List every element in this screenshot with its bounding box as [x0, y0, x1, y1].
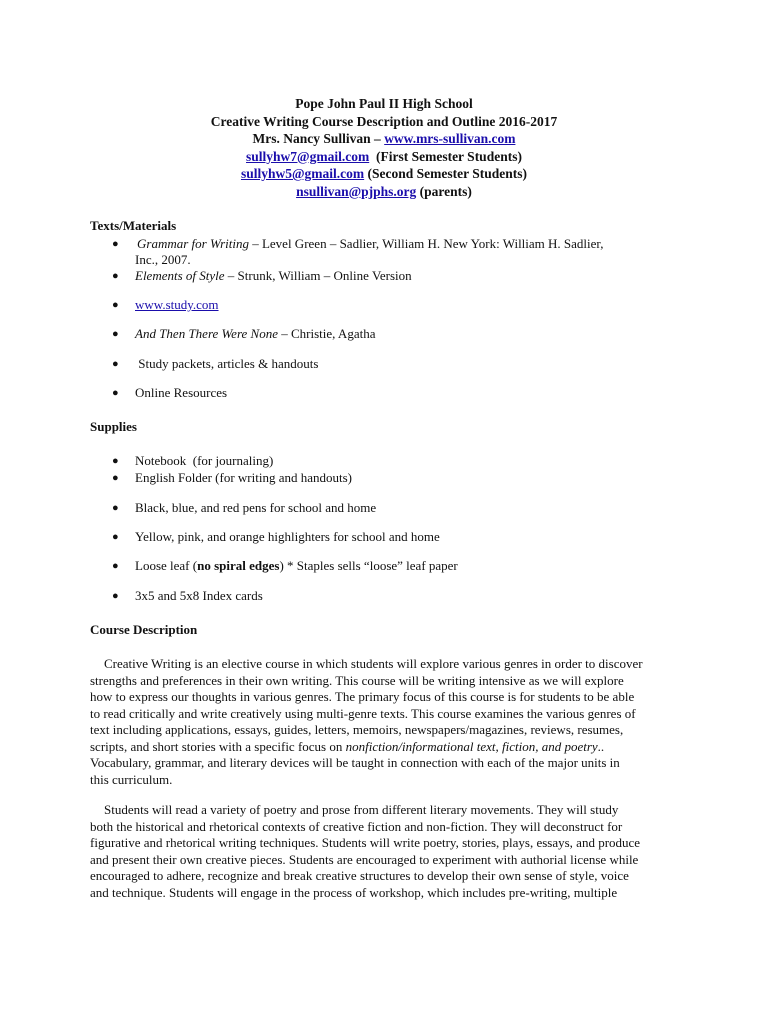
paragraph-italic-text: nonfiction/informational text, fiction, and poetry [345, 738, 598, 754]
paragraph-line: figurative and rhetorical writing techniques. Students will write poetry, stories, plays, essays, and produce [90, 835, 641, 850]
book-info-continued: Inc., 2007. [135, 252, 191, 267]
paragraph-text: scripts, and short stories with a specific focus on [90, 738, 346, 754]
course-title: Creative Writing Course Description and Outline 2016-2017 [210, 113, 558, 129]
paragraph-line: Students will read a variety of poetry and prose from different literary movements. They will study [104, 802, 619, 817]
paragraph-text: .. [597, 738, 605, 754]
paragraph-line: text including applications, essays, guides, letters, memoirs, newspapers/magazines, reviews, resumes, [90, 722, 624, 737]
list-item-text: Black, blue, and red pens for school and home [135, 500, 377, 515]
paragraph-line: and technique. Students will engage in the process of workshop, which includes pre-writing, multiple [90, 884, 618, 900]
loose-leaf-post: ) * Staples sells “loose” leaf paper [279, 558, 458, 573]
bullet-icon: ● [112, 238, 119, 250]
book-title: And Then There Were None [135, 326, 278, 341]
list-item-text: Notebook (for journaling) [135, 453, 274, 468]
loose-leaf-bold: no spiral edges [197, 558, 280, 573]
list-item-text: Study packets, articles & handouts [135, 356, 319, 371]
email-link-first-semester[interactable]: sullyhw7@gmail.com [246, 148, 370, 164]
bullet-icon: ● [112, 502, 119, 514]
loose-leaf-pre: Loose leaf ( [135, 558, 198, 573]
teacher-line [0, 130, 768, 148]
bullet-icon: ● [112, 531, 119, 543]
book-info: – Christie, Agatha [277, 326, 376, 341]
paragraph-line: and present their own creative pieces. Students are encouraged to experiment with authorial license while [90, 851, 639, 867]
description-paragraph-2 [90, 802, 665, 901]
list-item-text: Yellow, pink, and orange highlighters for school and home [135, 529, 440, 544]
email-line-2 [0, 165, 768, 183]
bullet-icon: ● [112, 455, 119, 467]
book-title: Elements of Style [135, 268, 225, 283]
document-header [0, 95, 768, 200]
bullet-icon: ● [112, 270, 119, 282]
paragraph-line: Creative Writing is an elective course in which students will explore various genres in order to discover [104, 656, 643, 671]
email-line-1 [0, 148, 768, 166]
paragraph-line: this curriculum. [90, 771, 173, 787]
book-title: Grammar for Writing [137, 236, 249, 251]
bullet-icon: ● [112, 560, 119, 572]
bullet-icon: ● [112, 358, 119, 370]
email-link-second-semester[interactable]: sullyhw5@gmail.com [240, 166, 365, 181]
bullet-icon: ● [112, 328, 119, 340]
paragraph-line: both the historical and rhetorical contexts of creative fiction and non-fiction. They will deconstruct for [90, 818, 623, 834]
book-info: – Level Green – Sadlier, William H. New York: William H. Sadlier, [248, 236, 604, 251]
paragraph-line: Vocabulary, grammar, and literary devices will be taught in connection with each of the major units in [90, 755, 620, 770]
book-info: – Strunk, William – Online Version [224, 268, 412, 283]
list-item-text: English Folder (for writing and handouts) [135, 470, 352, 485]
course-description-heading: Course Description [90, 622, 198, 637]
paragraph-line: how to express our thoughts in various genres. The primary focus of this course is for students to be able [90, 689, 635, 704]
website-link[interactable]: www.mrs-sullivan.com [384, 131, 516, 146]
bullet-icon: ● [112, 299, 119, 311]
paragraph-line: strengths and preferences in their own writing. This course will be writing intensive as we will explore [90, 672, 624, 688]
list-item-text: 3x5 and 5x8 Index cards [135, 588, 263, 603]
school-name: Pope John Paul II High School [295, 96, 473, 111]
list-item-text: Online Resources [135, 385, 228, 400]
paragraph-line: to read critically and write creatively using multi-genre texts. This course examines the various genres of [90, 705, 636, 721]
paragraph-line: encouraged to adhere, recognize and break creative structures to develop their own sense of style, voice [90, 868, 629, 883]
email-link-parents[interactable]: nsullivan@pjphs.org [296, 183, 417, 199]
email-note-3: (parents) [416, 183, 472, 199]
email-note-2: (Second Semester Students) [364, 166, 528, 181]
paragraph-line [90, 739, 665, 756]
texts-materials-heading: Texts/Materials [90, 218, 177, 233]
bullet-icon: ● [112, 387, 119, 399]
email-note-1: (First Semester Students) [369, 148, 522, 164]
study-link[interactable]: www.study.com [135, 297, 219, 312]
teacher-name: Mrs. Nancy Sullivan – [252, 131, 385, 146]
supplies-heading: Supplies [90, 419, 137, 434]
email-line-3 [0, 183, 768, 201]
bullet-icon: ● [112, 590, 119, 602]
bullet-icon: ● [112, 472, 119, 484]
description-paragraph-1 [90, 656, 665, 788]
